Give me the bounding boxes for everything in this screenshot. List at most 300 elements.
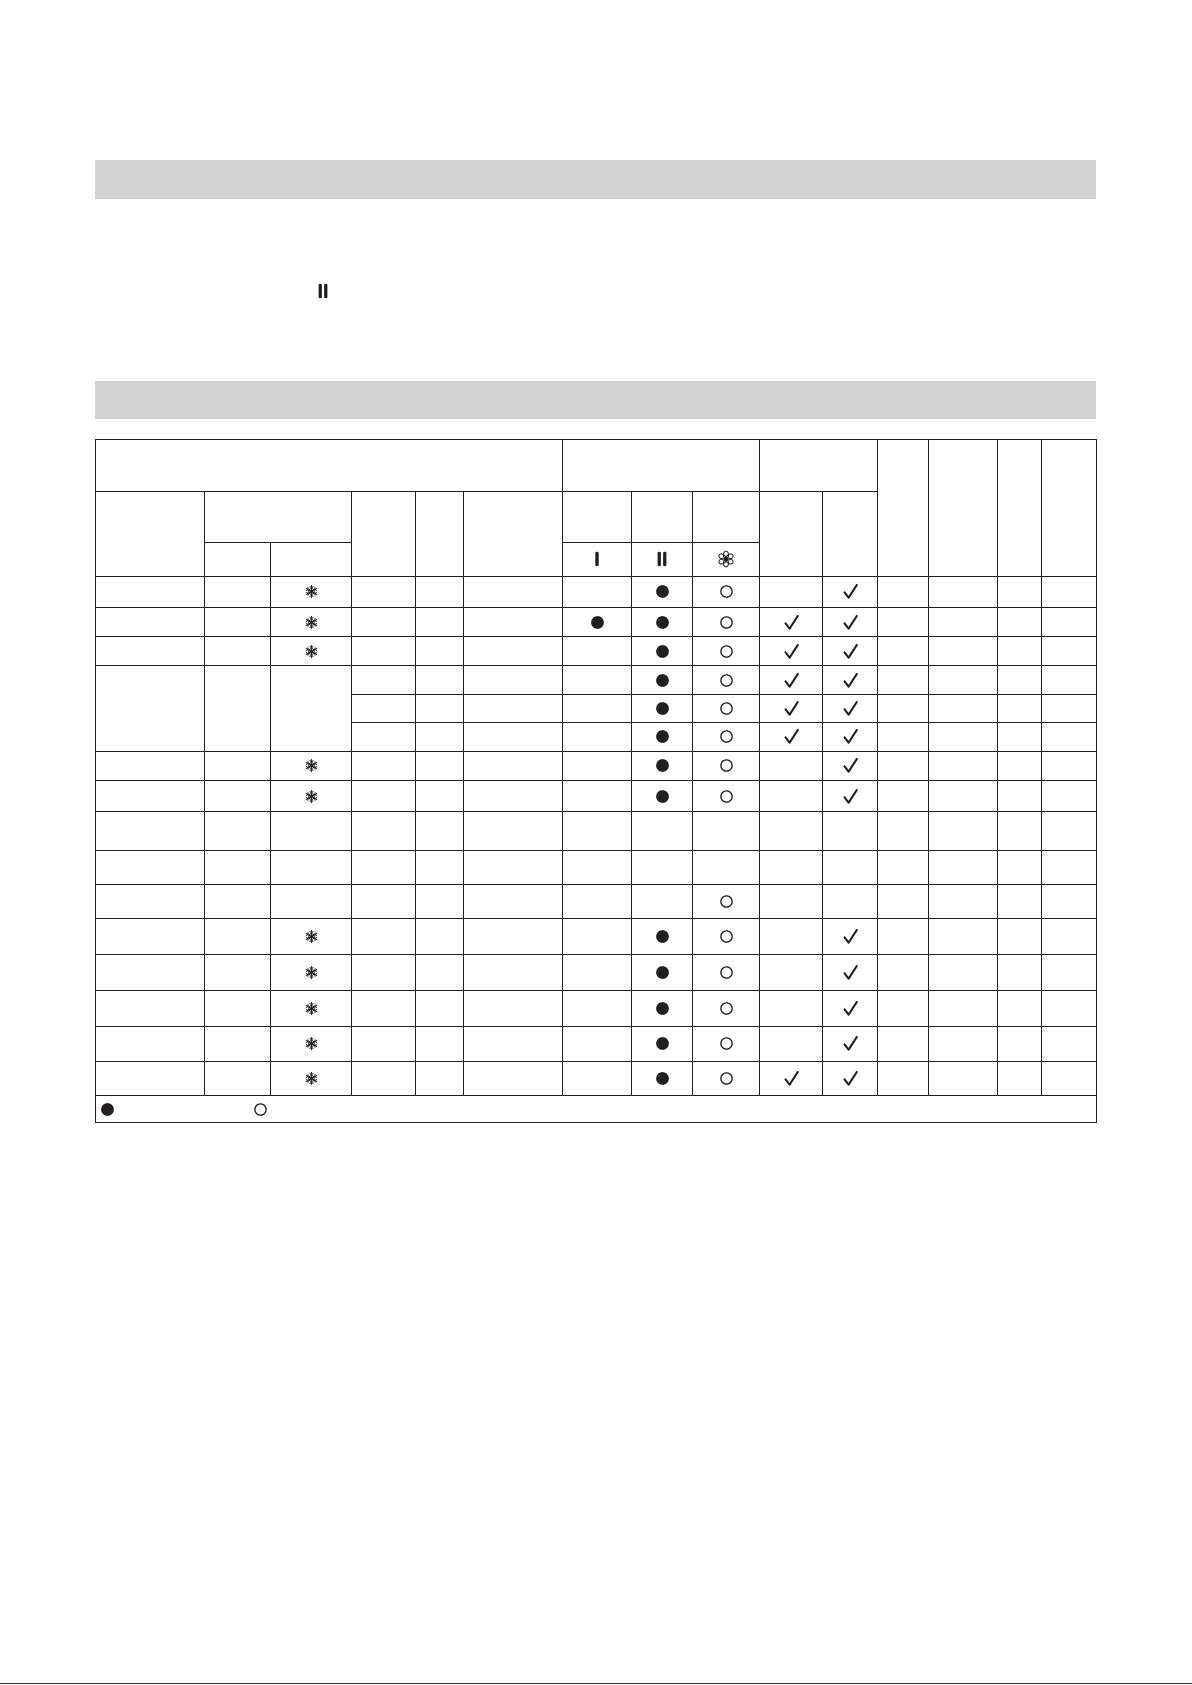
table-row [95, 666, 1097, 695]
table-header-cell [270, 542, 352, 576]
snowflake-icon [304, 615, 319, 630]
check-icon [783, 728, 800, 745]
empty-circle-icon [719, 929, 734, 944]
snowflake-icon [304, 758, 319, 773]
table-cell [464, 990, 563, 1027]
table-cell [928, 781, 998, 812]
table-cell [464, 723, 563, 752]
table-cell [1042, 851, 1097, 885]
table-cell [998, 723, 1042, 752]
filled-circle-icon [655, 1036, 670, 1051]
table-cell [693, 990, 760, 1027]
table-cell [205, 1027, 271, 1061]
table-cell [352, 637, 415, 666]
table-cell [270, 918, 352, 955]
table-cell [1042, 723, 1097, 752]
table-row [95, 637, 1097, 666]
table-cell [631, 577, 692, 608]
table-cell [823, 1027, 878, 1061]
table-cell [631, 955, 692, 991]
table-cell [928, 812, 998, 851]
table-cell [415, 666, 463, 695]
table-cell [928, 752, 998, 781]
table-cell [759, 666, 822, 695]
table-cell [205, 885, 271, 918]
table-cell [464, 918, 563, 955]
empty-circle-icon [719, 758, 734, 773]
table-cell [95, 851, 205, 885]
table-cell [415, 781, 463, 812]
check-icon [842, 614, 859, 631]
table-cell [998, 918, 1042, 955]
table-cell [878, 812, 929, 851]
table-cell [95, 1061, 205, 1095]
table-header-cell [693, 492, 760, 543]
table-cell [415, 695, 463, 723]
table-cell [415, 1061, 463, 1095]
table-cell [352, 885, 415, 918]
table-cell [464, 608, 563, 637]
table-cell [998, 885, 1042, 918]
table-cell [205, 955, 271, 991]
table-cell [270, 1027, 352, 1061]
page-edge-line [0, 1683, 1192, 1684]
table-cell [415, 812, 463, 851]
table-cell [928, 851, 998, 885]
table-cell [270, 666, 352, 752]
table-cell [352, 918, 415, 955]
table-cell [998, 1061, 1042, 1095]
table-cell [95, 608, 205, 637]
table-cell [1042, 885, 1097, 918]
table-cell [823, 637, 878, 666]
table-cell [270, 577, 352, 608]
table-cell [823, 918, 878, 955]
empty-circle-icon [253, 1102, 268, 1117]
table-cell [1042, 955, 1097, 991]
table-row [95, 781, 1097, 812]
table-cell [759, 1061, 822, 1095]
table-cell [352, 990, 415, 1027]
table-cell [759, 990, 822, 1027]
table-row [95, 752, 1097, 781]
table-cell [998, 955, 1042, 991]
table-cell [352, 1061, 415, 1095]
table-row [95, 885, 1097, 918]
table-cell [464, 752, 563, 781]
table-header-row [95, 439, 1097, 492]
table-header-cell [95, 439, 563, 492]
table-cell [878, 723, 929, 752]
table-cell [759, 723, 822, 752]
table-cell [464, 851, 563, 885]
table-cell [823, 608, 878, 637]
table-cell [205, 918, 271, 955]
table-cell [415, 955, 463, 991]
table-cell [352, 1027, 415, 1061]
table-header-cell [563, 542, 632, 576]
table-cell [878, 990, 929, 1027]
table-cell [95, 955, 205, 991]
single-bar-icon [589, 551, 605, 567]
check-icon [842, 788, 859, 805]
check-icon [783, 643, 800, 660]
table-row [95, 1061, 1097, 1095]
table-cell [878, 1027, 929, 1061]
table-cell [823, 723, 878, 752]
double-bar-icon [654, 551, 670, 567]
table-cell [415, 723, 463, 752]
table-cell [1042, 812, 1097, 851]
filled-circle-icon [655, 584, 670, 599]
table-cell [563, 666, 632, 695]
table-cell [928, 666, 998, 695]
check-icon [783, 614, 800, 631]
check-icon [842, 757, 859, 774]
table-cell [415, 752, 463, 781]
table-cell [464, 666, 563, 695]
table-cell [270, 851, 352, 885]
table-cell [352, 695, 415, 723]
table-cell [823, 695, 878, 723]
table-row [95, 812, 1097, 851]
empty-circle-icon [719, 789, 734, 804]
table-cell [878, 1061, 929, 1095]
legend-cell [95, 1096, 1097, 1123]
table-cell [415, 918, 463, 955]
table-cell [759, 695, 822, 723]
table-cell [1042, 666, 1097, 695]
table-cell [95, 577, 205, 608]
table-cell [998, 695, 1042, 723]
table-cell [878, 955, 929, 991]
table-cell [928, 608, 998, 637]
table-cell [464, 1027, 563, 1061]
table-cell [1042, 1061, 1097, 1095]
table-cell [878, 918, 929, 955]
table-cell [205, 752, 271, 781]
table-cell [270, 955, 352, 991]
table-cell [270, 637, 352, 666]
table-cell [563, 637, 632, 666]
table-cell [563, 955, 632, 991]
table-header-cell [759, 492, 822, 577]
table-cell [352, 955, 415, 991]
table-cell [563, 1061, 632, 1095]
section-header-bar [95, 381, 1097, 420]
table-cell [464, 577, 563, 608]
table-cell [759, 812, 822, 851]
table-cell [464, 885, 563, 918]
program-table [95, 439, 1098, 1124]
table-cell [95, 637, 205, 666]
table-cell [823, 781, 878, 812]
table-cell [205, 608, 271, 637]
table-cell [693, 812, 760, 851]
table-cell [415, 577, 463, 608]
table-cell [928, 637, 998, 666]
table-cell [352, 608, 415, 637]
filled-circle-icon [655, 615, 670, 630]
check-icon [842, 1035, 859, 1052]
table-header-cell [205, 542, 271, 576]
empty-circle-icon [719, 673, 734, 688]
table-cell [693, 666, 760, 695]
check-icon [783, 1070, 800, 1087]
table-cell [95, 781, 205, 812]
table-cell [631, 781, 692, 812]
table-cell [998, 637, 1042, 666]
table-cell [823, 885, 878, 918]
table-cell [693, 577, 760, 608]
check-icon [842, 728, 859, 745]
empty-circle-icon [719, 965, 734, 980]
table-cell [928, 990, 998, 1027]
filled-circle-icon [590, 615, 605, 630]
table-cell [998, 990, 1042, 1027]
table-cell [759, 781, 822, 812]
table-cell [878, 851, 929, 885]
table-cell [693, 851, 760, 885]
table-cell [759, 577, 822, 608]
table-cell [464, 781, 563, 812]
filled-circle-icon [100, 1102, 115, 1117]
table-cell [823, 812, 878, 851]
table-cell [878, 885, 929, 918]
check-icon [783, 700, 800, 717]
table-cell [95, 752, 205, 781]
table-cell [631, 723, 692, 752]
table-header-cell [759, 439, 877, 492]
table-cell [1042, 1027, 1097, 1061]
table-row [95, 608, 1097, 637]
table-cell [928, 955, 998, 991]
table-cell [759, 1027, 822, 1061]
table-cell [823, 577, 878, 608]
table-cell [631, 1061, 692, 1095]
table-cell [823, 955, 878, 991]
table-cell [270, 885, 352, 918]
table-cell [563, 990, 632, 1027]
table-cell [205, 812, 271, 851]
table-cell [693, 1027, 760, 1061]
table-cell [270, 990, 352, 1027]
table-cell [693, 723, 760, 752]
table-cell [563, 781, 632, 812]
table-cell [878, 752, 929, 781]
filled-circle-icon [655, 673, 670, 688]
table-cell [1042, 781, 1097, 812]
table-body [95, 577, 1097, 1096]
table-cell [563, 752, 632, 781]
table-cell [878, 577, 929, 608]
filled-circle-icon [655, 789, 670, 804]
empty-circle-icon [719, 615, 734, 630]
table-cell [205, 1061, 271, 1095]
table-cell [563, 723, 632, 752]
table-cell [205, 851, 271, 885]
empty-circle-icon [719, 644, 734, 659]
table-cell [352, 781, 415, 812]
empty-circle-icon [719, 894, 734, 909]
flower-icon [717, 550, 735, 568]
table-row [95, 851, 1097, 885]
table-cell [563, 577, 632, 608]
empty-circle-icon [719, 701, 734, 716]
table-cell [823, 1061, 878, 1095]
empty-circle-icon [719, 1036, 734, 1051]
table-cell [631, 608, 692, 637]
table-cell [95, 885, 205, 918]
table-cell [693, 608, 760, 637]
empty-circle-icon [719, 1001, 734, 1016]
table-cell [1042, 918, 1097, 955]
snowflake-icon [304, 965, 319, 980]
table-header-cell [928, 439, 998, 577]
table-cell [759, 637, 822, 666]
table-cell [415, 637, 463, 666]
double-bar-icon [315, 283, 331, 299]
check-icon [842, 928, 859, 945]
snowflake-icon [304, 789, 319, 804]
table-cell [878, 781, 929, 812]
section-header-bar [95, 160, 1097, 199]
filled-circle-icon [655, 758, 670, 773]
table-cell [464, 955, 563, 991]
table-cell [415, 851, 463, 885]
filled-circle-icon [655, 1001, 670, 1016]
table-cell [563, 918, 632, 955]
table-cell [1042, 990, 1097, 1027]
snowflake-icon [304, 644, 319, 659]
table-cell [1042, 695, 1097, 723]
legend-row [95, 1096, 1097, 1123]
table-cell [878, 695, 929, 723]
table-cell [1042, 752, 1097, 781]
table-cell [563, 851, 632, 885]
table-header-cell [693, 542, 760, 576]
table-header-cell [631, 542, 692, 576]
table-cell [998, 752, 1042, 781]
filled-circle-icon [655, 929, 670, 944]
table-cell [928, 723, 998, 752]
table-cell [759, 955, 822, 991]
table-cell [928, 885, 998, 918]
table-cell [823, 990, 878, 1027]
table-cell [693, 1061, 760, 1095]
table-cell [878, 637, 929, 666]
table-cell [928, 577, 998, 608]
table-row [95, 990, 1097, 1027]
table-cell [928, 1027, 998, 1061]
check-icon [842, 643, 859, 660]
table-cell [878, 608, 929, 637]
table-cell [759, 851, 822, 885]
table-cell [270, 752, 352, 781]
filled-circle-icon [655, 965, 670, 980]
table-row [95, 577, 1097, 608]
check-icon [783, 672, 800, 689]
table-cell [693, 637, 760, 666]
table-cell [759, 918, 822, 955]
table-cell [95, 666, 205, 752]
table-cell [464, 1061, 563, 1095]
table-cell [631, 812, 692, 851]
table-header-cell [631, 492, 692, 543]
table-cell [998, 1027, 1042, 1061]
table-row [95, 1027, 1097, 1061]
table-header-cell [95, 492, 205, 577]
table-cell [631, 666, 692, 695]
table-cell [563, 695, 632, 723]
snowflake-icon [304, 1036, 319, 1051]
check-icon [842, 700, 859, 717]
snowflake-icon [304, 584, 319, 599]
check-icon [842, 1000, 859, 1017]
table-header-cell [464, 492, 563, 577]
table-cell [270, 812, 352, 851]
table-cell [415, 990, 463, 1027]
table-cell [823, 752, 878, 781]
table-cell [352, 666, 415, 695]
table-cell [928, 1061, 998, 1095]
table-cell [563, 608, 632, 637]
table-cell [352, 723, 415, 752]
table-cell [205, 637, 271, 666]
table-cell [631, 752, 692, 781]
table-header-cell [878, 439, 929, 577]
empty-circle-icon [719, 1071, 734, 1086]
check-icon [842, 964, 859, 981]
check-icon [842, 1070, 859, 1087]
table-cell [1042, 608, 1097, 637]
table-cell [693, 781, 760, 812]
table-cell [693, 695, 760, 723]
snowflake-icon [304, 1071, 319, 1086]
snowflake-icon [304, 929, 319, 944]
table-cell [205, 781, 271, 812]
table-cell [415, 608, 463, 637]
snowflake-icon [304, 1001, 319, 1016]
empty-circle-icon [719, 729, 734, 744]
table-cell [823, 851, 878, 885]
table-cell [759, 608, 822, 637]
table-cell [352, 851, 415, 885]
table-cell [759, 885, 822, 918]
table-cell [693, 955, 760, 991]
table-cell [270, 608, 352, 637]
table-cell [631, 851, 692, 885]
filled-circle-icon [655, 701, 670, 716]
table-cell [631, 885, 692, 918]
table-cell [631, 918, 692, 955]
table-cell [823, 666, 878, 695]
table-cell [464, 812, 563, 851]
table-header-cell [998, 439, 1042, 577]
table-cell [998, 851, 1042, 885]
table-cell [563, 812, 632, 851]
table-header-cell [563, 492, 632, 543]
table-cell [631, 1027, 692, 1061]
table-cell [928, 918, 998, 955]
table-header-cell [1042, 439, 1097, 577]
table-cell [352, 752, 415, 781]
table-header-cell [823, 492, 878, 577]
filled-circle-icon [655, 1071, 670, 1086]
check-icon [842, 672, 859, 689]
filled-circle-icon [655, 729, 670, 744]
table-header-cell [563, 439, 760, 492]
